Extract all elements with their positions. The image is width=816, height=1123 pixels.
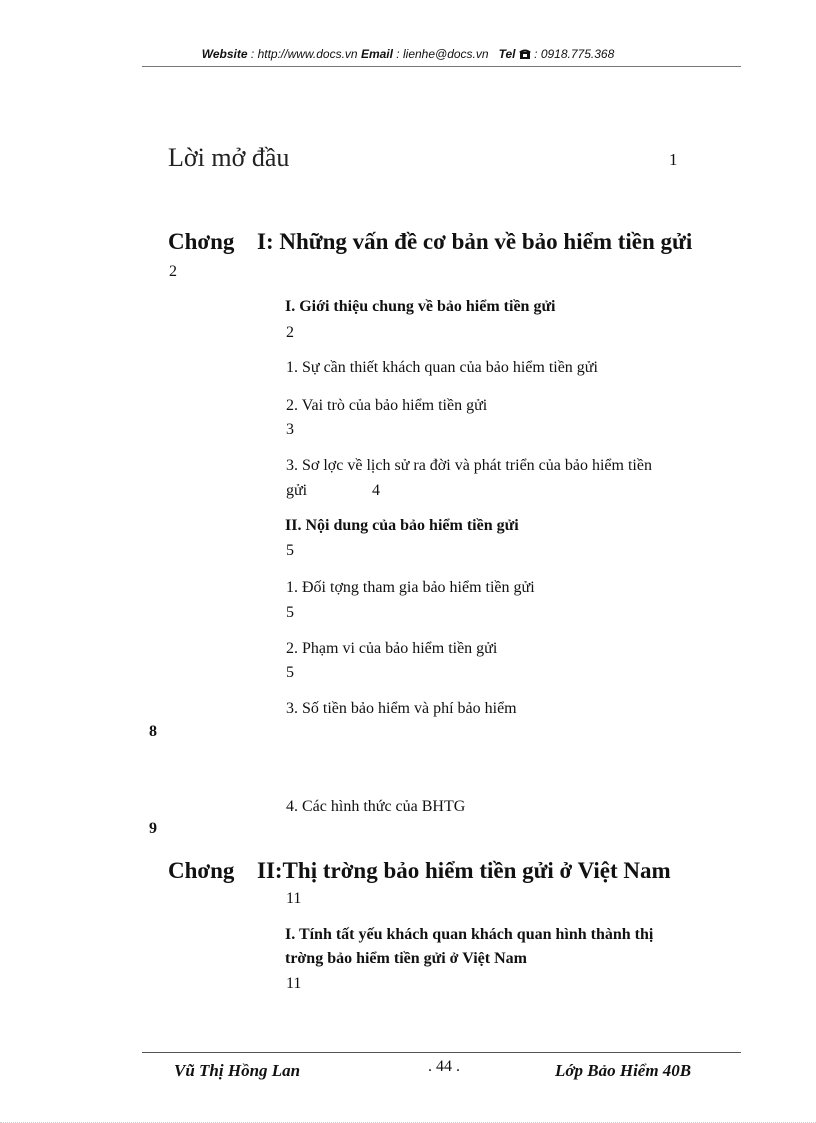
footer-class-name: Lớp Bảo Hiểm 40B xyxy=(555,1061,692,1080)
ch1-s1-item3-line1: 3. Sơ lợc về lịch sử ra đời và phát triển của bảo hiểm tiền xyxy=(286,457,652,474)
ch1-section2-title: II. Nội dung của bảo hiểm tiền gửi xyxy=(285,517,519,534)
chapter1-title: I: Những vấn đề cơ bản về bảo hiểm tiền gửi xyxy=(257,229,693,254)
ch1-s2-item1-page: 5 xyxy=(286,604,294,621)
ch1-section1-title: I. Giới thiệu chung về bảo hiểm tiền gửi xyxy=(285,298,556,315)
ch1-s1-item1: 1. Sự cần thiết khách quan của bảo hiểm tiền gửi xyxy=(286,359,598,376)
ch2-section1-page: 11 xyxy=(286,975,302,992)
chapter2-page: 11 xyxy=(286,890,302,907)
footer-rule xyxy=(142,1052,741,1053)
chapter1-prefix: Chơng xyxy=(168,229,235,254)
ch1-s1-item2: 2. Vai trò của bảo hiểm tiền gửi xyxy=(286,397,488,414)
ch1-s2-item3-page: 8 xyxy=(149,723,157,740)
footer-author: Vũ Thị Hồng Lan xyxy=(174,1061,301,1080)
header-rule xyxy=(142,66,741,67)
ch2-section1-line1: I. Tính tất yếu khách quan khách quan hình thành thị xyxy=(285,926,654,943)
email-link[interactable]: lienhe@docs.vn xyxy=(402,47,489,61)
page-header xyxy=(0,47,816,61)
email-label: Email xyxy=(360,47,393,61)
phone-icon xyxy=(519,48,531,59)
ch1-s2-item2: 2. Phạm vi của bảo hiểm tiền gửi xyxy=(286,640,498,657)
ch1-s1-item2-page: 3 xyxy=(286,421,294,438)
ch1-s2-item3: 3. Số tiền bảo hiểm và phí bảo hiểm xyxy=(286,700,517,717)
ch1-s2-item2-page: 5 xyxy=(286,664,294,681)
ch1-s1-item3-line2: gửi xyxy=(286,482,308,499)
ch1-s2-item1: 1. Đối tợng tham gia bảo hiểm tiền gửi xyxy=(286,579,535,596)
toc-intro-page: 1 xyxy=(669,150,678,169)
website-label: Website xyxy=(201,47,248,61)
chapter2-title: II:Thị trờng bảo hiểm tiền gửi ở Việt Nam xyxy=(257,858,671,883)
ch1-s1-item3-page: 4 xyxy=(372,482,380,499)
ch1-section2-page: 5 xyxy=(286,542,294,559)
footer-page-number: . 44 . xyxy=(428,1058,460,1075)
ch1-s2-item4-page: 9 xyxy=(149,820,157,837)
email-separator: : xyxy=(392,47,403,61)
ch2-section1-line2: trờng bảo hiểm tiền gửi ở Việt Nam xyxy=(285,950,527,967)
ch1-section1-page: 2 xyxy=(286,324,294,341)
tel-value: : 0918.775.368 xyxy=(530,47,615,61)
chapter1-page: 2 xyxy=(169,263,177,280)
toc-intro-title: Lời mở đầu xyxy=(168,143,290,172)
website-separator: : xyxy=(247,47,258,61)
tel-label: Tel xyxy=(498,47,516,61)
ch1-s2-item4: 4. Các hình thức của BHTG xyxy=(286,798,466,815)
chapter2-prefix: Chơng xyxy=(168,858,235,883)
website-link[interactable]: http://www.docs.vn xyxy=(257,47,358,61)
